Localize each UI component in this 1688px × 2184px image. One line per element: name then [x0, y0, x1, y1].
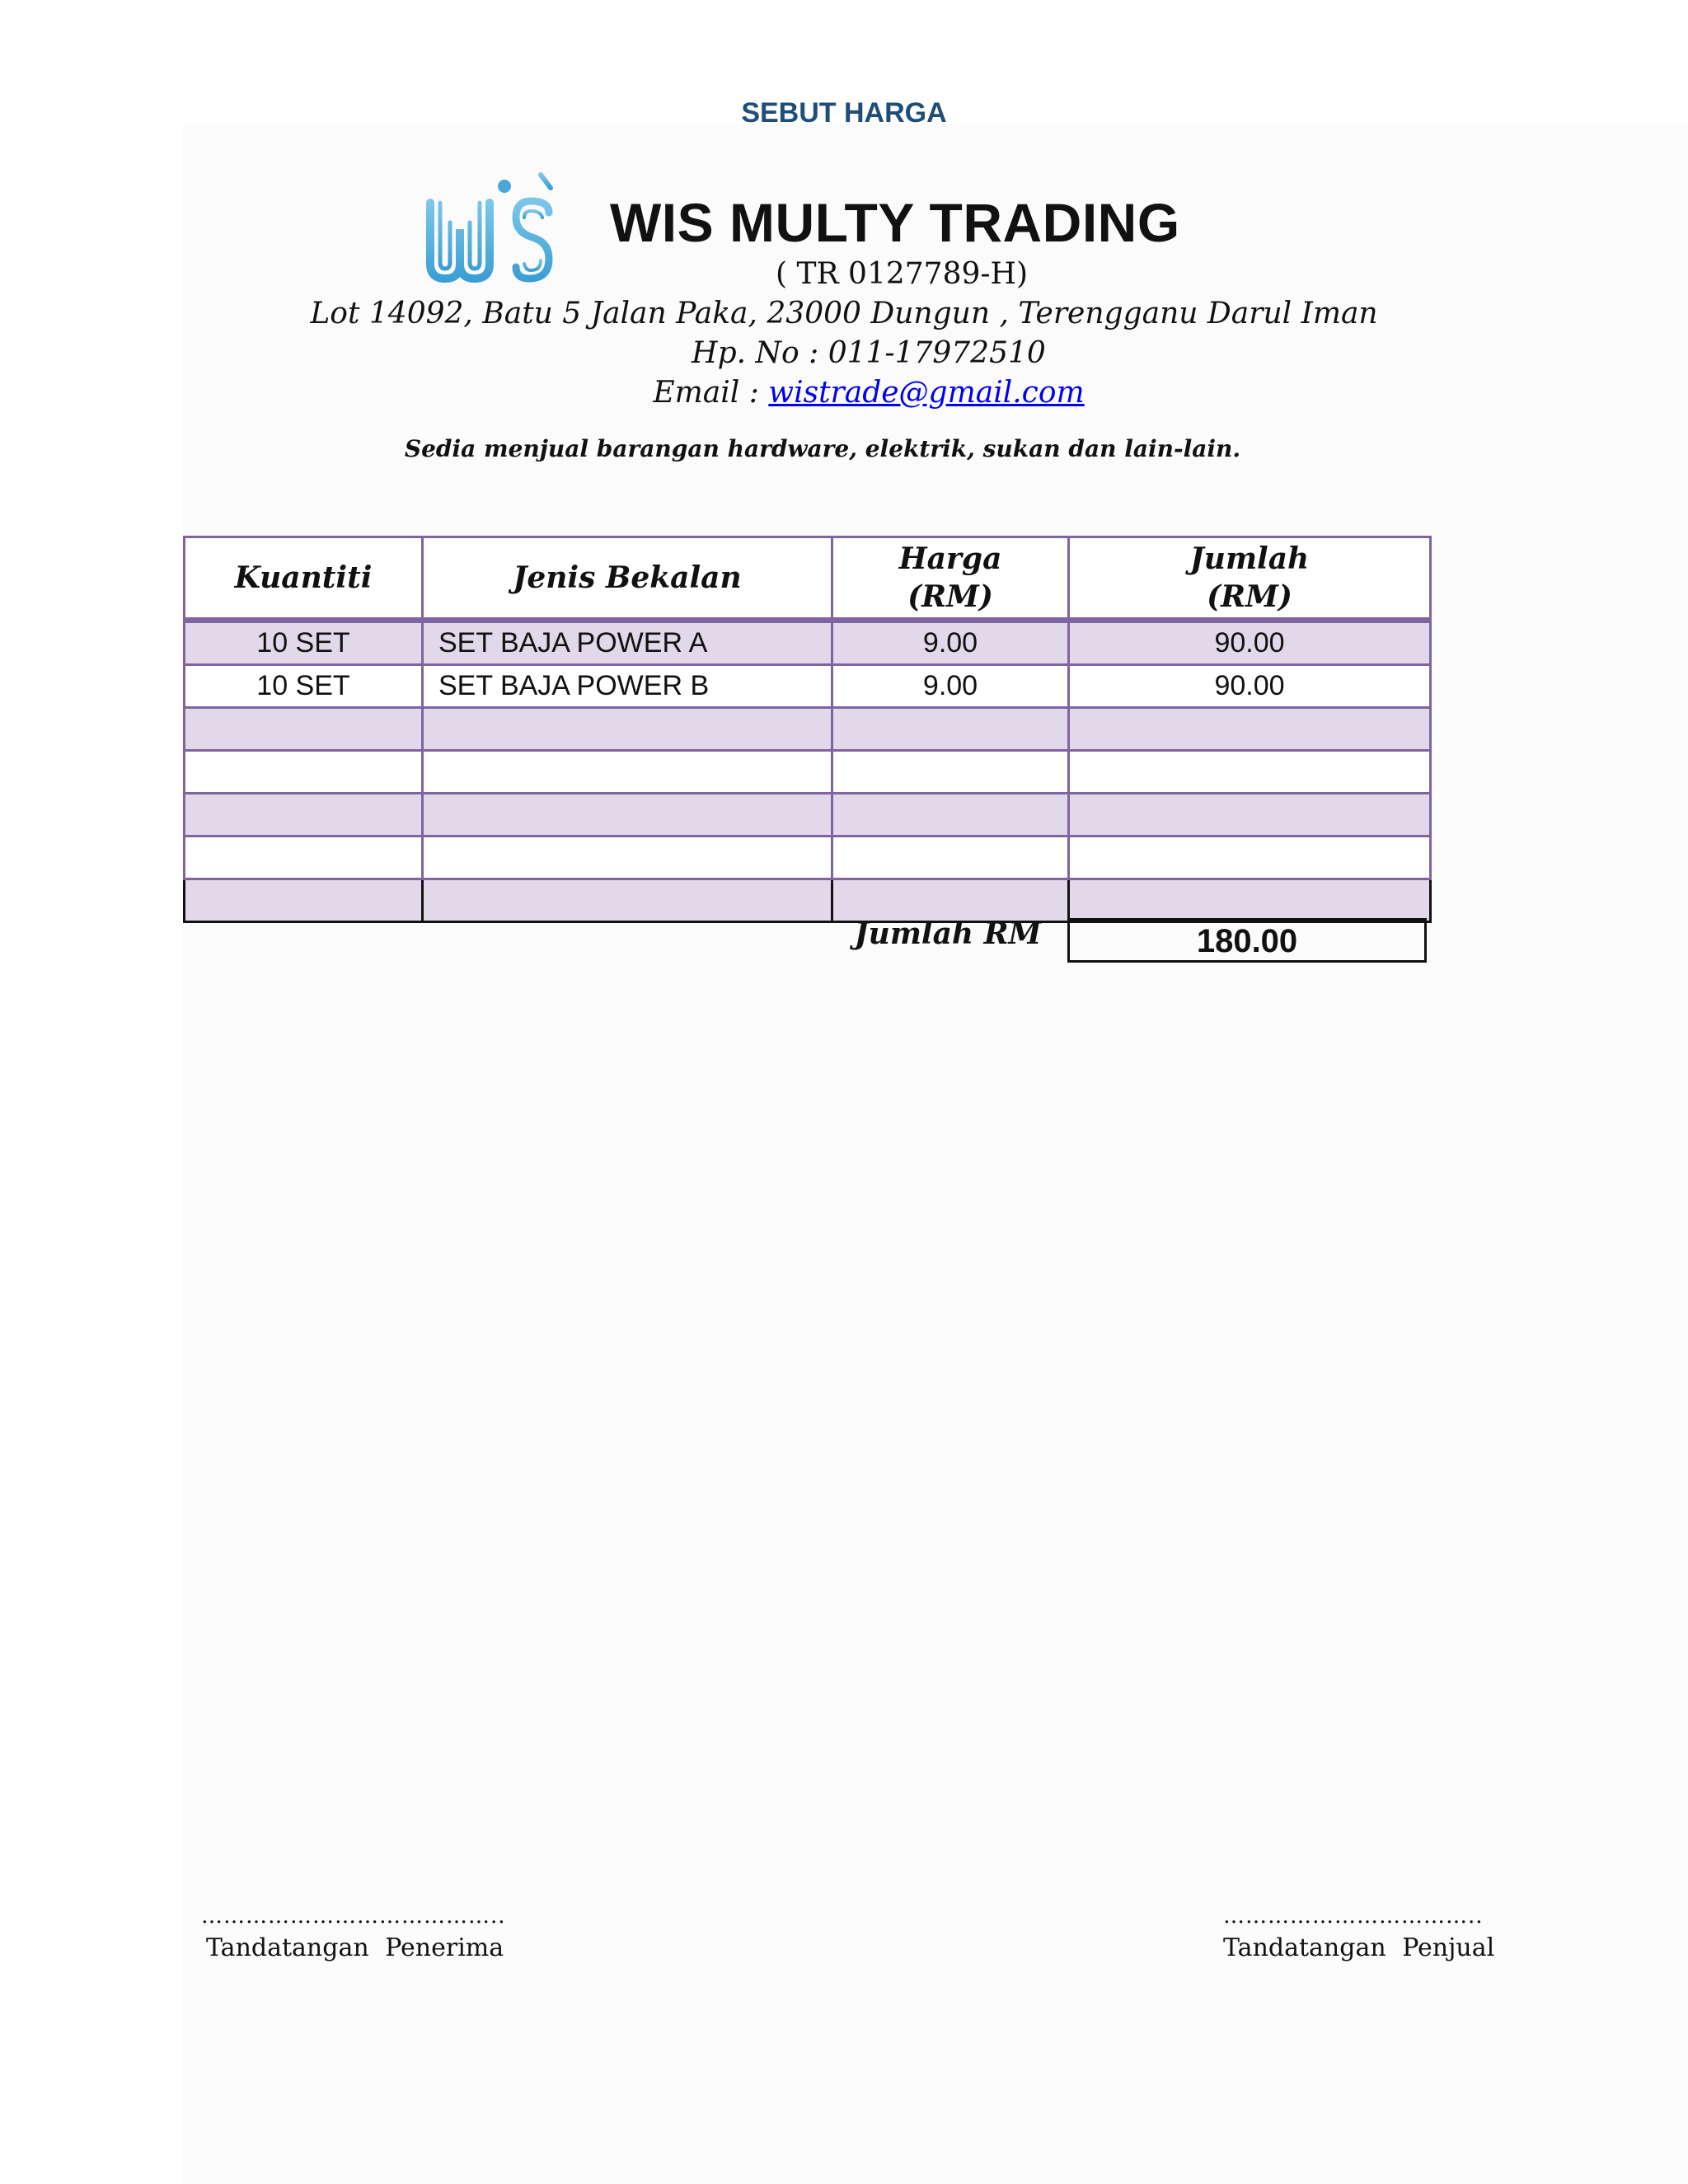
cell-price [832, 751, 1069, 794]
cell-amount [1069, 708, 1431, 751]
seller-signature-line: …………………………….. [1223, 1904, 1484, 1929]
receiver-signature-line: ………………………………….. [201, 1904, 506, 1929]
header-price [832, 537, 1069, 621]
cell-amount [1069, 794, 1431, 837]
header-amount-line2: (RM) [1207, 579, 1292, 614]
cell-price [832, 794, 1069, 837]
cell-description [423, 837, 832, 879]
cell-price [832, 837, 1069, 879]
cell-price: 9.00 [832, 665, 1069, 708]
registration-number: ( TR 0127789-H) [776, 257, 1028, 291]
cell-quantity [185, 837, 423, 879]
cell-description [423, 708, 832, 751]
cell-description: SET BAJA POWER A [423, 621, 832, 665]
header-amount [1069, 537, 1431, 621]
document-title: SEBUT HARGA [741, 97, 947, 129]
cell-description: SET BAJA POWER B [423, 665, 832, 708]
receiver-signature-label: Tandatangan Penerima [206, 1933, 504, 1962]
cell-quantity [185, 708, 423, 751]
cell-quantity [185, 751, 423, 794]
cell-price: 9.00 [832, 621, 1069, 665]
table-row [185, 665, 1431, 708]
cell-price [832, 879, 1069, 922]
cell-quantity: 10 SET [185, 621, 423, 665]
cell-price [832, 708, 1069, 751]
table-row [185, 621, 1431, 665]
company-address: Lot 14092, Batu 5 Jalan Paka, 23000 Dungun , Terengganu Darul Iman [310, 297, 1378, 330]
grand-total-value: 180.00 [1067, 918, 1427, 963]
table-row [185, 751, 1431, 794]
quotation-table [183, 536, 1432, 923]
company-email-line [25, 376, 1688, 410]
cell-amount [1069, 879, 1431, 922]
company-phone: Hp. No : 011-17972510 [692, 336, 1046, 370]
company-tagline: Sedia menjual barangan hardware, elektrik, sukan dan lain-lain. [404, 435, 1241, 462]
cell-quantity: 10 SET [185, 665, 423, 708]
table-row [185, 708, 1431, 751]
header-description: Jenis Bekalan [423, 537, 832, 621]
header-price-line2: (RM) [907, 579, 993, 614]
email-label: Email : [653, 376, 769, 410]
cell-amount [1069, 837, 1431, 879]
cell-amount [1069, 751, 1431, 794]
seller-signature-label: Tandatangan Penjual [1223, 1933, 1495, 1962]
table-row [185, 879, 1431, 922]
table-header-row [185, 537, 1431, 621]
cell-quantity [185, 879, 423, 922]
cell-amount: 90.00 [1069, 665, 1431, 708]
cell-amount: 90.00 [1069, 621, 1431, 665]
table-row [185, 837, 1431, 879]
table-row [185, 794, 1431, 837]
cell-description [423, 751, 832, 794]
header-quantity: Kuantiti [185, 537, 423, 621]
cell-quantity [185, 794, 423, 837]
cell-description [423, 794, 832, 837]
header-amount-line1: Jumlah [1189, 541, 1310, 576]
company-name: WIS MULTY TRADING [610, 192, 1180, 253]
page-background [183, 124, 1688, 2184]
grand-total-label: Jumlah RM [854, 916, 1042, 951]
header-price-line1: Harga [898, 541, 1002, 576]
cell-description [423, 879, 832, 922]
email-link[interactable]: wistrade@gmail.com [768, 376, 1085, 410]
